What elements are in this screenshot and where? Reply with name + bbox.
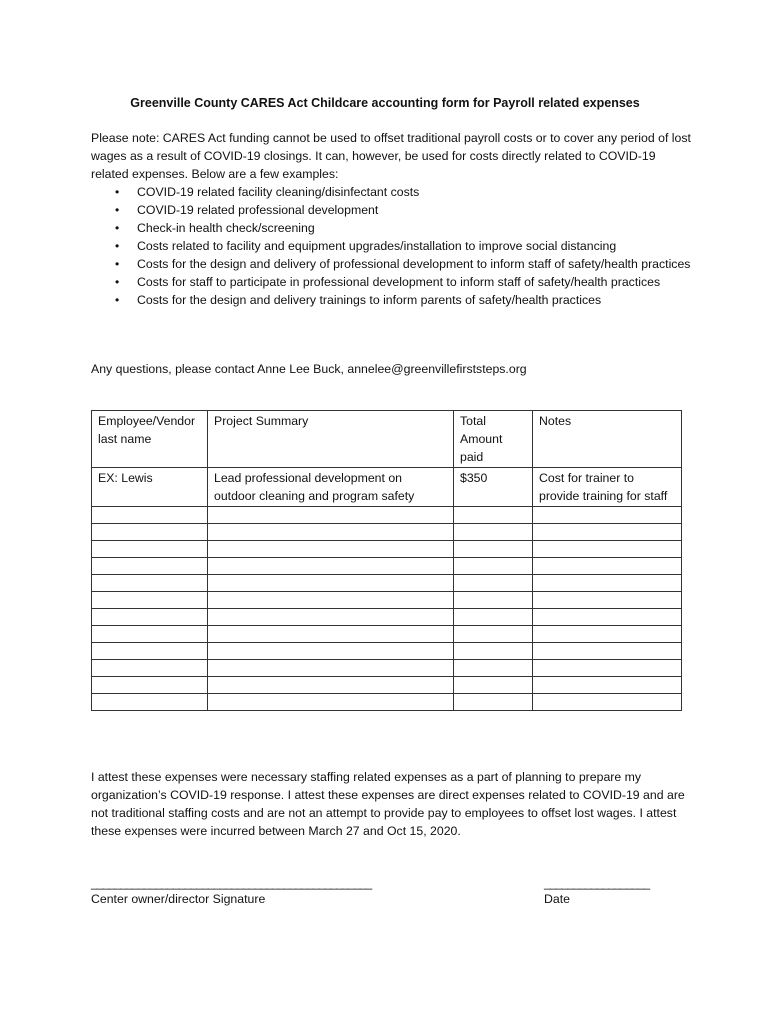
table-cell[interactable] xyxy=(533,626,682,643)
list-item xyxy=(91,183,691,201)
table-cell[interactable] xyxy=(533,541,682,558)
table-cell[interactable] xyxy=(92,507,208,524)
table-cell[interactable] xyxy=(533,507,682,524)
table-cell[interactable] xyxy=(92,609,208,626)
table-cell[interactable] xyxy=(92,626,208,643)
table-cell[interactable] xyxy=(454,694,533,711)
table-row xyxy=(92,541,682,558)
table-header-row xyxy=(92,411,682,468)
table-cell[interactable] xyxy=(92,524,208,541)
table-cell[interactable] xyxy=(454,524,533,541)
table-row xyxy=(92,592,682,609)
table-cell[interactable] xyxy=(92,660,208,677)
table-row xyxy=(92,575,682,592)
header-project-summary: Project Summary xyxy=(208,411,454,468)
example-text: COVID-19 related professional development xyxy=(137,203,379,217)
table-cell[interactable] xyxy=(208,694,454,711)
note-section xyxy=(91,129,691,309)
table-cell[interactable] xyxy=(454,626,533,643)
note-intro: Please note: CARES Act funding cannot be used to offset traditional payroll costs or to cover any period of lost wages as a result of COVID-19 closings. It can, however, be used for costs directly related to COVID-19 related expenses. Below are a few examples: xyxy=(91,131,691,181)
bullet-icon: • xyxy=(115,275,120,289)
table-cell[interactable] xyxy=(454,558,533,575)
example-employee: EX: Lewis xyxy=(92,468,208,507)
attestation-text: I attest these expenses were necessary staffing related expenses as a part of planning to prepare my organization’s COVID-19 response. I attest these expenses are direct expenses related to COVID-19 and are not traditional staffing costs and are not an attempt to provide pay to employees to offset lost wages. I attest these expenses were incurred between March 27 and Oct 15, 2020. xyxy=(91,770,685,838)
table-row xyxy=(92,643,682,660)
table-row xyxy=(92,524,682,541)
table-cell[interactable] xyxy=(533,592,682,609)
expense-table xyxy=(91,410,682,711)
bullet-icon: • xyxy=(115,239,120,253)
table-cell[interactable] xyxy=(533,524,682,541)
table-cell[interactable] xyxy=(92,558,208,575)
example-text: COVID-19 related facility cleaning/disinfectant costs xyxy=(137,185,420,199)
table-cell[interactable] xyxy=(533,643,682,660)
bullet-icon: • xyxy=(115,203,120,217)
header-notes: Notes xyxy=(533,411,682,468)
table-cell[interactable] xyxy=(208,660,454,677)
table-cell[interactable] xyxy=(92,575,208,592)
list-item xyxy=(91,291,691,309)
table-cell[interactable] xyxy=(454,541,533,558)
table-cell[interactable] xyxy=(454,592,533,609)
example-text: Check-in health check/screening xyxy=(137,221,315,235)
bullet-icon: • xyxy=(115,293,120,307)
list-item xyxy=(91,219,691,237)
table-cell[interactable] xyxy=(454,609,533,626)
bullet-icon: • xyxy=(115,185,120,199)
table-cell[interactable] xyxy=(208,558,454,575)
example-notes: Cost for trainer to provide training for staff xyxy=(533,468,682,507)
example-text: Costs for staff to participate in professional development to inform staff of safety/health practices xyxy=(137,275,661,289)
table-cell[interactable] xyxy=(533,575,682,592)
date-label: Date xyxy=(544,892,570,906)
table-cell[interactable] xyxy=(454,660,533,677)
signature-line[interactable]: ________________________________________________ xyxy=(91,876,372,890)
table-cell[interactable] xyxy=(208,575,454,592)
table-row xyxy=(92,660,682,677)
table-cell[interactable] xyxy=(92,541,208,558)
table-row xyxy=(92,677,682,694)
table-row xyxy=(92,694,682,711)
bullet-icon: • xyxy=(115,257,120,271)
table-cell[interactable] xyxy=(454,643,533,660)
table-cell[interactable] xyxy=(208,626,454,643)
table-cell[interactable] xyxy=(533,609,682,626)
example-text: Costs related to facility and equipment upgrades/installation to improve social distancing xyxy=(137,239,617,253)
header-total-amount: Total Amount paid xyxy=(454,411,533,468)
list-item xyxy=(91,237,691,255)
table-cell[interactable] xyxy=(208,524,454,541)
table-row xyxy=(92,626,682,643)
table-cell[interactable] xyxy=(454,507,533,524)
table-row xyxy=(92,507,682,524)
signature-label: Center owner/director Signature xyxy=(91,892,266,906)
list-item xyxy=(91,255,691,273)
table-cell[interactable] xyxy=(454,677,533,694)
table-cell[interactable] xyxy=(92,694,208,711)
table-cell[interactable] xyxy=(533,694,682,711)
form-title: Greenville County CARES Act Childcare accounting form for Payroll related expenses xyxy=(130,96,640,110)
table-cell[interactable] xyxy=(208,677,454,694)
table-cell[interactable] xyxy=(533,660,682,677)
table-row xyxy=(92,468,682,507)
examples-list xyxy=(91,183,691,309)
bullet-icon: • xyxy=(115,221,120,235)
table-cell[interactable] xyxy=(208,507,454,524)
example-amount: $350 xyxy=(454,468,533,507)
header-employee-vendor: Employee/Vendor last name xyxy=(92,411,208,468)
table-cell[interactable] xyxy=(208,643,454,660)
example-project-summary: Lead professional development on outdoor cleaning and program safety xyxy=(208,468,454,507)
contact-line: Any questions, please contact Anne Lee Buck, annelee@greenvillefirststeps.org xyxy=(91,362,527,376)
date-line[interactable]: __________________ xyxy=(544,876,650,890)
table-cell[interactable] xyxy=(92,677,208,694)
table-cell[interactable] xyxy=(208,541,454,558)
example-text: Costs for the design and delivery trainings to inform parents of safety/health practices xyxy=(137,293,602,307)
table-cell[interactable] xyxy=(454,575,533,592)
table-row xyxy=(92,609,682,626)
table-cell[interactable] xyxy=(533,558,682,575)
list-item xyxy=(91,273,691,291)
table-row xyxy=(92,558,682,575)
list-item xyxy=(91,201,691,219)
example-text: Costs for the design and delivery of professional development to inform staff of safety/health practices xyxy=(137,257,691,271)
table-cell[interactable] xyxy=(92,643,208,660)
table-cell[interactable] xyxy=(208,609,454,626)
table-cell[interactable] xyxy=(92,592,208,609)
attestation-section xyxy=(91,768,691,840)
table-cell[interactable] xyxy=(208,592,454,609)
table-cell[interactable] xyxy=(533,677,682,694)
